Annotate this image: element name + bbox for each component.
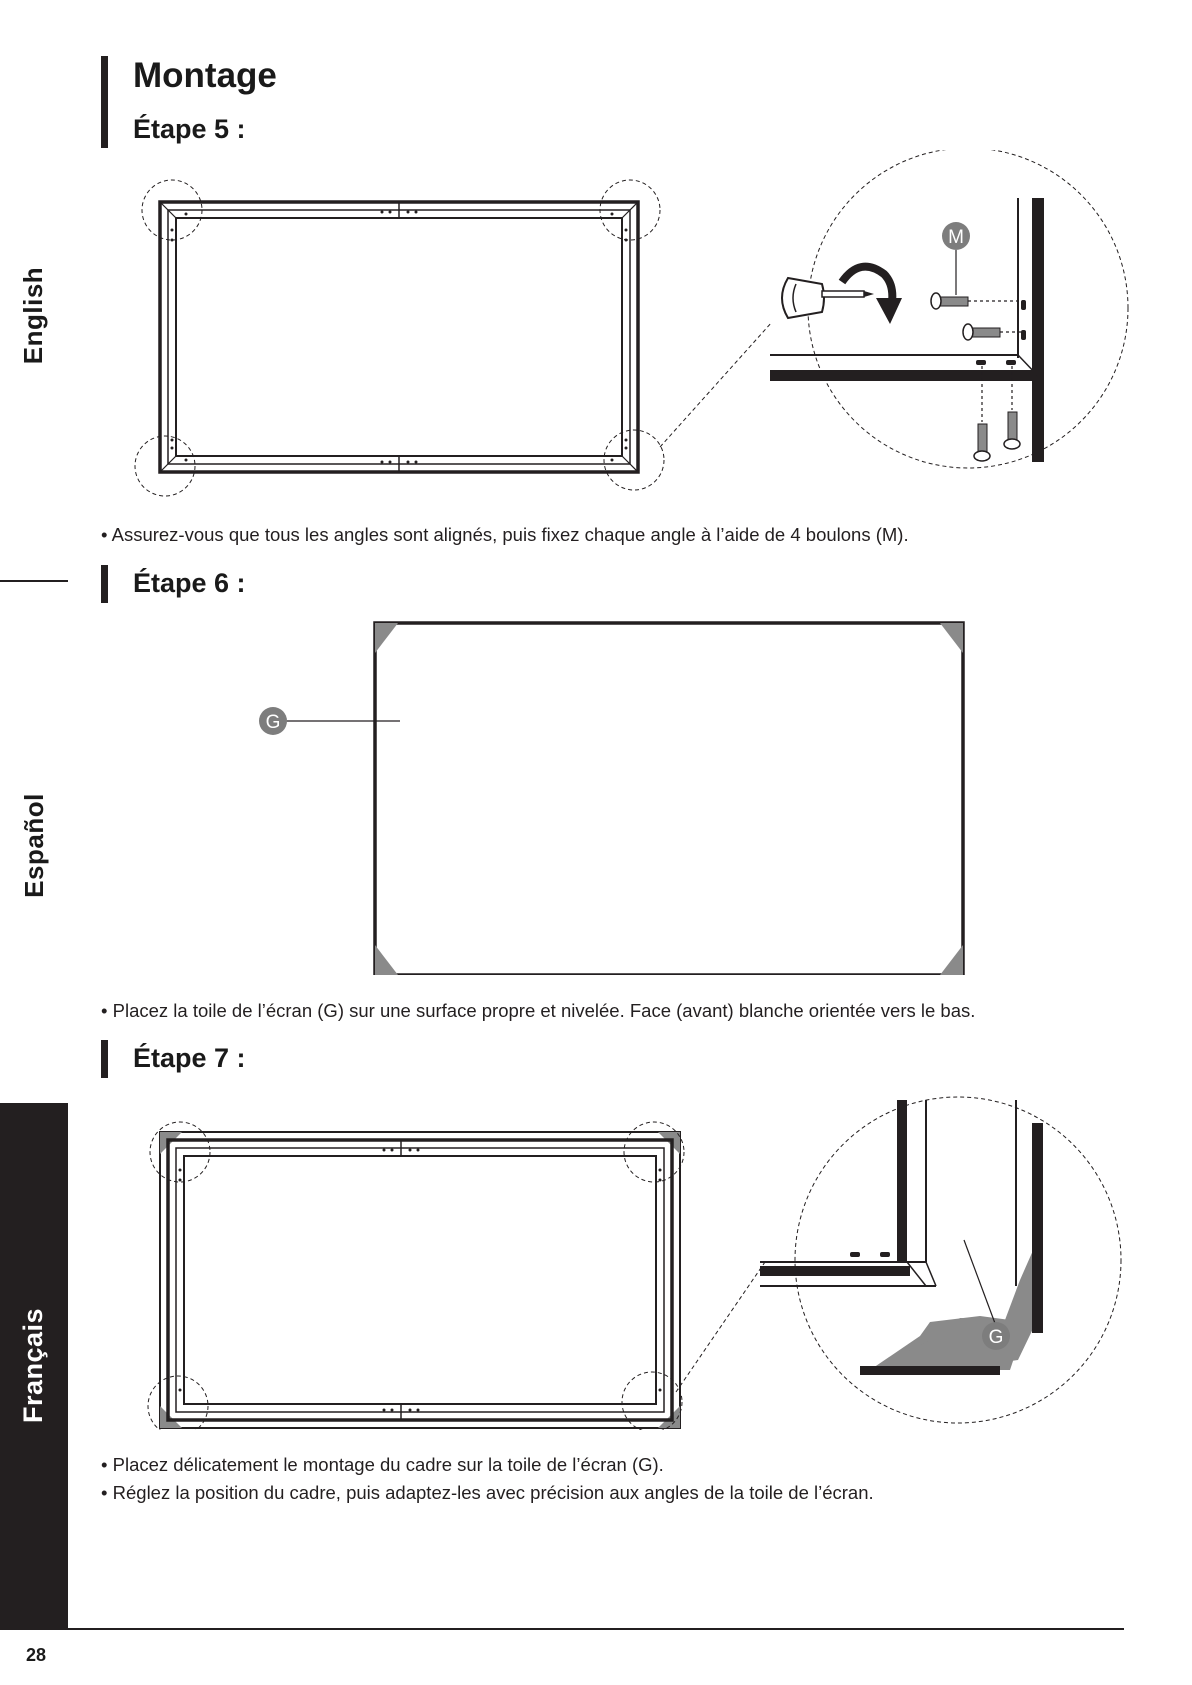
callout-g-label: G [988, 1327, 1004, 1348]
step-7-instruction-1: • Placez délicatement le montage du cadre sur la toile de l’écran (G). [101, 1454, 664, 1476]
callout-g-label: G [265, 712, 281, 733]
step-5-instruction: • Assurez-vous que tous les angles sont alignés, puis fixez chaque angle à l’aide de 4 boulons (M). [101, 524, 909, 546]
callout-m-label: M [948, 227, 964, 248]
step-5-heading: Étape 5 : [133, 114, 246, 144]
sidebar-tab-label: Français [18, 1307, 49, 1424]
step-7-title-bar [101, 1040, 108, 1078]
step-5-frame-diagram [120, 150, 1192, 500]
sidebar-tab-francais[interactable] [0, 1103, 68, 1628]
step-7-instruction-2: • Réglez la position du cadre, puis adaptez-les avec précision aux angles de la toile de l’écran. [101, 1482, 874, 1504]
section-title-bar [101, 56, 108, 148]
step-6-instruction: • Placez la toile de l’écran (G) sur une surface propre et nivelée. Face (avant) blanche orientée vers le bas. [101, 1000, 975, 1022]
step-7-frame-on-canvas-diagram [120, 1090, 1192, 1430]
page-number: 28 [26, 1645, 47, 1665]
step-6-title-bar [101, 565, 108, 603]
screwdriver-icon [782, 278, 874, 318]
sidebar-tab-label: Español [18, 792, 49, 898]
sidebar-tab-espanol[interactable] [0, 760, 68, 930]
sidebar-tab-english[interactable] [0, 230, 68, 400]
page-title: Montage [133, 56, 277, 95]
sidebar-divider [0, 580, 68, 582]
step-6-heading: Étape 6 : [133, 568, 246, 598]
step-6-screen-canvas-diagram [250, 615, 1010, 975]
footer-rule [0, 1628, 1124, 1630]
sidebar-tab-label: English [18, 266, 49, 364]
step-7-heading: Étape 7 : [133, 1043, 246, 1073]
